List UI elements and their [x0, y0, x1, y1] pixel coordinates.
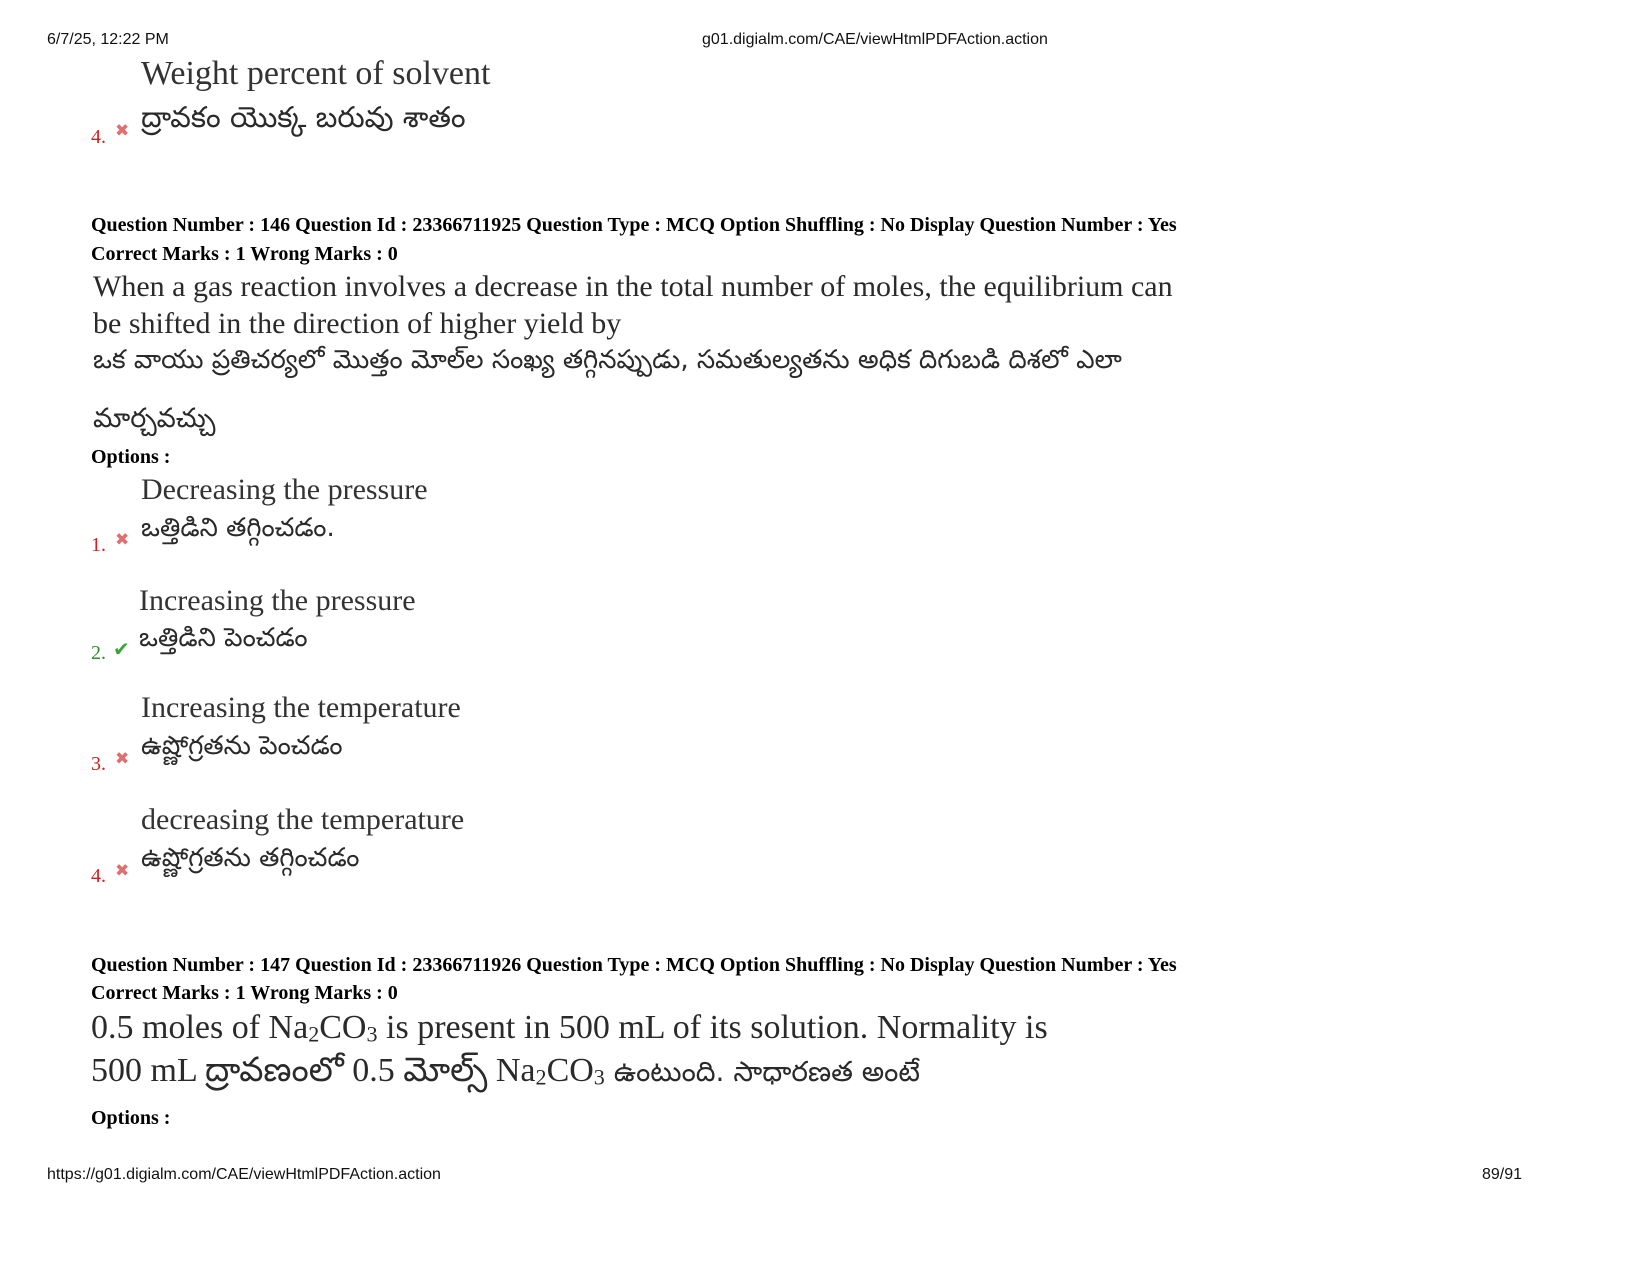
option-number: 3.: [91, 753, 106, 775]
options-label: Options :: [91, 446, 171, 468]
question-marks: Correct Marks : 1 Wrong Marks : 0: [91, 982, 398, 1004]
question-text-en: 0.5 moles of $Na_2CO_3$ is present in 500 mL of its solution. Normality is: [91, 1009, 1048, 1047]
page-number: 89/91: [1482, 1166, 1523, 1183]
question-text-te: 500 mL ద్రావణంలో 0.5 మోల్స్ $Na_2CO_3$ ఉంటుంది. సాధారణత అంటే: [91, 1052, 920, 1090]
question-text-en-line1: When a gas reaction involves a decrease in the total number of moles, the equilibrium can: [93, 270, 1173, 303]
print-header-url: g01.digialm.com/CAE/viewHtmlPDFAction.action: [702, 31, 1048, 48]
cross-icon: ✖: [115, 121, 130, 141]
question-text-te-line2: మార్చవచ్చు: [93, 403, 216, 434]
print-datetime: 6/7/25, 12:22 PM: [47, 31, 169, 48]
option-number: 4.: [91, 865, 106, 887]
print-footer-url: https://g01.digialm.com/CAE/viewHtmlPDFAction.action: [47, 1166, 441, 1183]
cross-icon: ✖: [115, 861, 130, 881]
option-text-en: Weight percent of solvent: [141, 55, 491, 92]
option-text-en: decreasing the temperature: [141, 803, 465, 836]
question-marks: Correct Marks : 1 Wrong Marks : 0: [91, 243, 398, 265]
option-text-te: ఒత్తిడిని తగ్గించడం.: [141, 513, 335, 543]
option-text-te: ఒత్తిడిని పెంచడం: [139, 623, 308, 653]
option-text-te: ఉష్ణోగ్రతను పెంచడం: [141, 731, 343, 761]
question-text-te-line1: ఒక వాయు ప్రతిచర్యలో మొత్తం మోల్‌ల సంఖ్య తగ్గినప్పుడు, సమతుల్యతను అధిక దిగుబడి దిశలో ఎలా: [93, 345, 1122, 375]
option-number: 2.: [91, 642, 106, 664]
option-number: 1.: [91, 534, 106, 556]
cross-icon: ✖: [115, 749, 130, 769]
option-text-te: ద్రావకం యొక్క బరువు శాతం: [141, 100, 466, 134]
option-text-en: Increasing the pressure: [139, 584, 416, 617]
check-icon: ✔: [113, 637, 130, 661]
options-label: Options :: [91, 1107, 171, 1129]
cross-icon: ✖: [115, 530, 130, 550]
option-text-te: ఉష్ణోగ్రతను తగ్గించడం: [141, 843, 360, 873]
question-meta: Question Number : 146 Question Id : 23366711925 Question Type : MCQ Option Shuffling : No Display Question Number : Yes: [91, 214, 1177, 236]
question-meta: Question Number : 147 Question Id : 23366711926 Question Type : MCQ Option Shuffling : No Display Question Number : Yes: [91, 954, 1177, 976]
option-text-en: Increasing the temperature: [141, 691, 461, 724]
option-text-en: Decreasing the pressure: [141, 473, 428, 506]
question-text-en-line2: be shifted in the direction of higher yield by: [93, 307, 622, 340]
option-number: 4.: [91, 126, 106, 148]
